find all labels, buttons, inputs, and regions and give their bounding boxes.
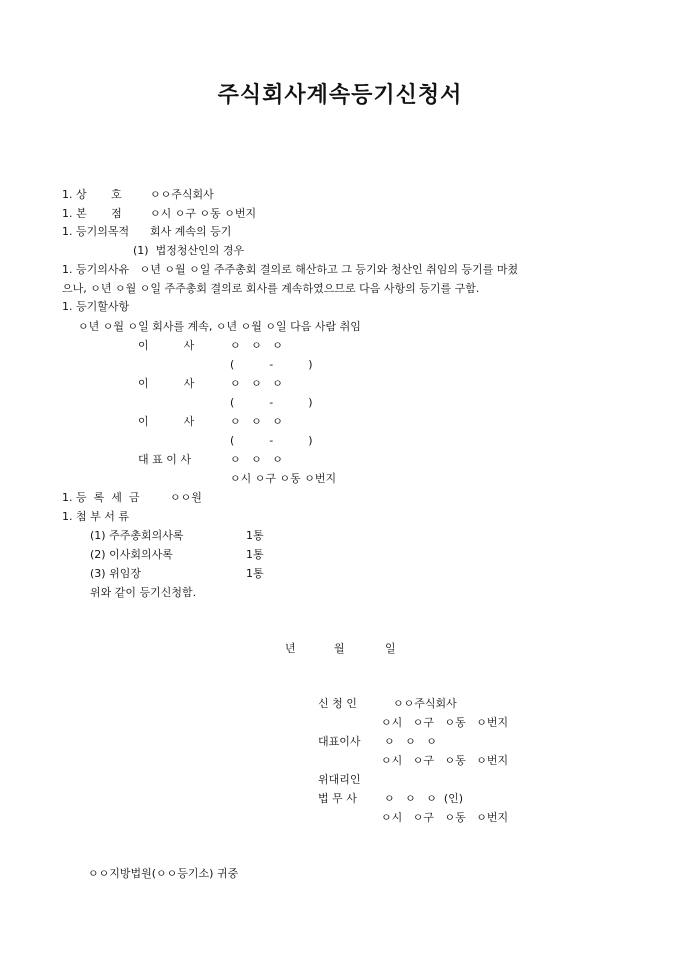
head-office-label: 1. 본 점 (62, 207, 122, 220)
trade-name-label: 1. 상 호 (62, 188, 122, 201)
court-addressee: ㅇㅇ지방법원(ㅇㅇ등기소) 귀중 (88, 867, 239, 880)
rep-director-name: ㅇ ㅇ ㅇ (230, 453, 283, 466)
attachment-count: 1통 (246, 529, 264, 542)
date-day: 일 (385, 642, 396, 655)
matters-value: ㅇ년 ㅇ월 ㅇ일 회사를 계속, ㅇ년 ㅇ월 ㅇ일 다음 사람 취임 (78, 320, 361, 333)
trade-name-value: ㅇㅇ주식회사 (150, 188, 214, 201)
director-id: ( - ) (230, 434, 313, 447)
attachment-name: (3) 위임장 (90, 567, 141, 580)
director-name: ㅇ ㅇ ㅇ (230, 377, 283, 390)
purpose-case: (1) 법정청산인의 경우 (133, 244, 245, 257)
director-role: 이 사 (138, 339, 195, 352)
lawyer-label: 법 무 사 (318, 792, 357, 805)
closing-statement: 위와 같이 등기신청함. (90, 586, 197, 599)
purpose-value: 회사 계속의 등기 (150, 225, 232, 238)
agent-label: 위대리인 (318, 773, 361, 786)
attachments-label: 1. 첨 부 서 류 (62, 510, 129, 523)
rep-director-role: 대 표 이 사 (138, 453, 191, 466)
lawyer-name: ㅇ ㅇ ㅇ (인) (384, 792, 464, 805)
director-id: ( - ) (230, 358, 313, 371)
attachment-name: (2) 이사회의사록 (90, 548, 173, 561)
document-title: 주식회사계속등기신청서 (217, 82, 463, 108)
date-year: 년 (285, 642, 296, 655)
director-id: ( - ) (230, 396, 313, 409)
applicant-address: ㅇ시 ㅇ구 ㅇ동 ㅇ번지 (381, 716, 509, 729)
director-name: ㅇ ㅇ ㅇ (230, 339, 283, 352)
matters-label: 1. 등기할사항 (62, 300, 130, 313)
director-role: 이 사 (138, 377, 195, 390)
cause-line-2: 으나, ㅇ년 ㅇ월 ㅇ일 주주총회 결의로 회사를 계속하였으므로 다음 사항의 등기를 구함. (62, 282, 480, 295)
applicant-rep-address: ㅇ시 ㅇ구 ㅇ동 ㅇ번지 (381, 754, 509, 767)
rep-director-address: ㅇ시 ㅇ구 ㅇ동 ㅇ번지 (230, 472, 337, 485)
lawyer-address: ㅇ시 ㅇ구 ㅇ동 ㅇ번지 (381, 811, 509, 824)
attachment-name: (1) 주주총회의사록 (90, 529, 184, 542)
tax-label: 1. 등 록 세 금 (62, 491, 140, 504)
head-office-value: ㅇ시 ㅇ구 ㅇ동 ㅇ번지 (150, 207, 257, 220)
applicant-rep-label: 대표이사 (318, 735, 361, 748)
date-month: 월 (334, 642, 345, 655)
director-name: ㅇ ㅇ ㅇ (230, 415, 283, 428)
attachment-count: 1통 (246, 567, 264, 580)
applicant-label: 신 청 인 (318, 697, 357, 710)
attachment-count: 1통 (246, 548, 264, 561)
director-role: 이 사 (138, 415, 195, 428)
applicant-rep-name: ㅇ ㅇ ㅇ (384, 735, 437, 748)
purpose-label: 1. 등기의목적 (62, 225, 130, 238)
cause-line-1: 1. 등기의사유 ㅇ년 ㅇ월 ㅇ일 주주총회 결의로 해산하고 그 등기와 청산인 취임의 등기를 마쳤 (62, 263, 519, 276)
applicant-name: ㅇㅇ주식회사 (393, 697, 457, 710)
tax-value: ㅇㅇ원 (170, 491, 202, 504)
